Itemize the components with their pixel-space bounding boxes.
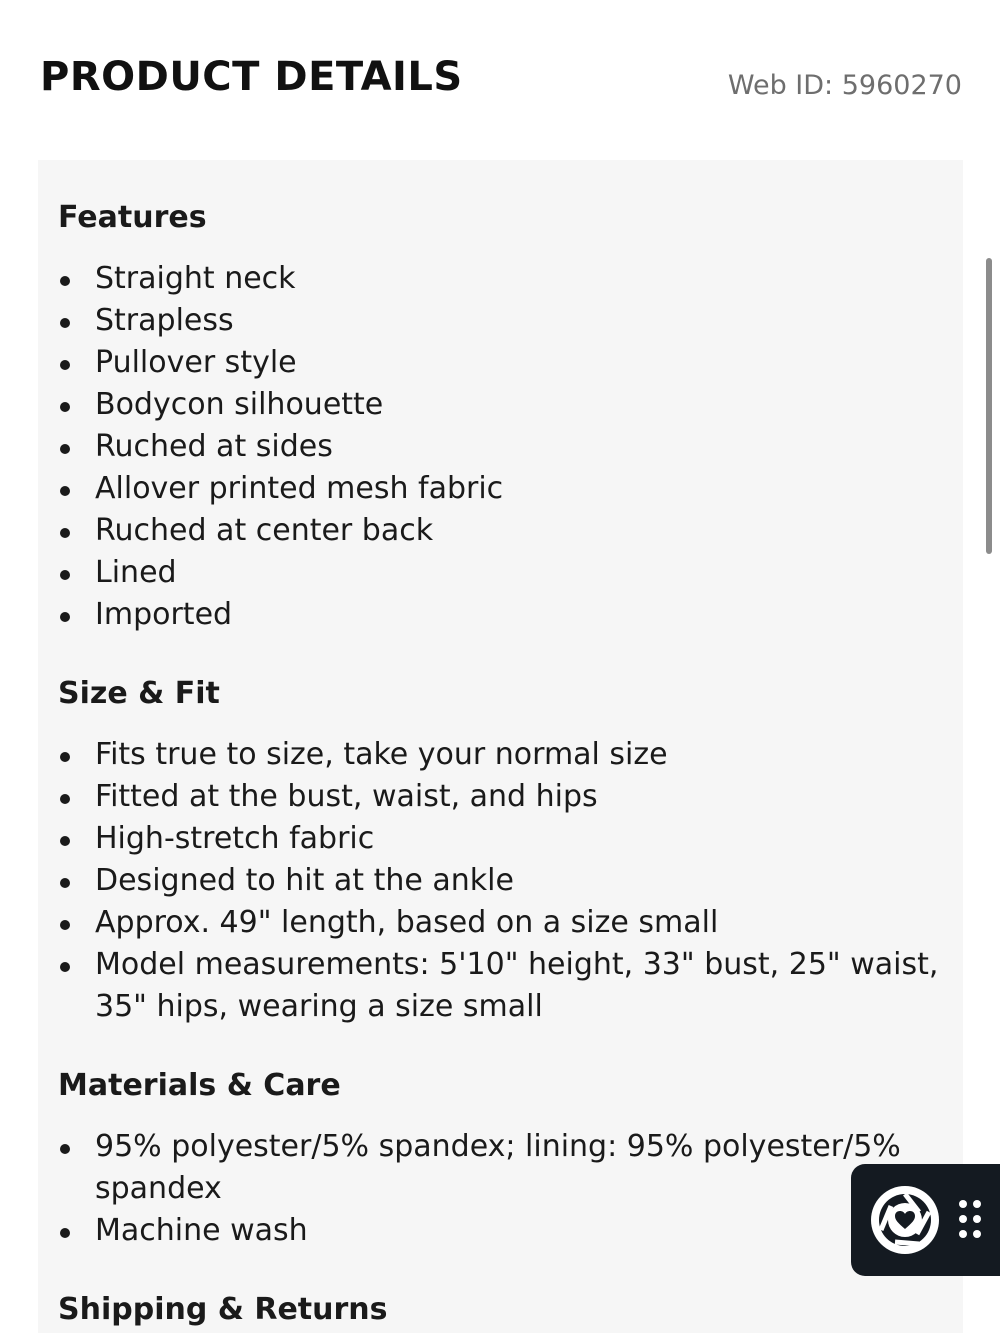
list-item: Straight neck [58,258,943,300]
list-item: Model measurements: 5'10" height, 33" bust, 25" waist, 35" hips, wearing a size small [58,944,943,1028]
page-title: PRODUCT DETAILS [40,54,463,100]
size-fit-list [58,734,943,1028]
list-item: Lined [58,552,943,594]
list-item: Machine wash [58,1210,943,1252]
section-materials-care [58,1068,943,1252]
list-item: Fits true to size, take your normal size [58,734,943,776]
list-item: Ruched at sides [58,426,943,468]
list-item: 95% polyester/5% spandex; lining: 95% polyester/5% spandex [58,1126,943,1210]
section-shipping-returns[interactable] [58,1292,943,1328]
section-title-materials-care: Materials & Care [58,1068,341,1103]
section-title-shipping-returns[interactable]: Shipping & Returns [58,1292,388,1327]
list-item: Strapless [58,300,943,342]
list-item: Approx. 49" length, based on a size small [58,902,943,944]
scrollbar[interactable] [986,258,992,554]
list-item: Ruched at center back [58,510,943,552]
list-item: Allover printed mesh fabric [58,468,943,510]
drag-handle-icon[interactable] [959,1200,985,1240]
list-item: High-stretch fabric [58,818,943,860]
list-item: Imported [58,594,943,636]
section-size-fit [58,676,943,1028]
web-id: Web ID: 5960270 [727,70,962,101]
section-title-size-fit: Size & Fit [58,676,220,711]
floating-widget-button[interactable] [851,1164,1000,1276]
section-title-features: Features [58,200,207,235]
list-item: Bodycon silhouette [58,384,943,426]
product-details-header [40,54,962,104]
list-item: Fitted at the bust, waist, and hips [58,776,943,818]
heart-camera-icon [867,1182,943,1258]
product-details-panel [38,160,963,1333]
materials-care-list [58,1126,943,1252]
section-features [58,200,943,636]
list-item: Pullover style [58,342,943,384]
list-item: Designed to hit at the ankle [58,860,943,902]
features-list [58,258,943,636]
